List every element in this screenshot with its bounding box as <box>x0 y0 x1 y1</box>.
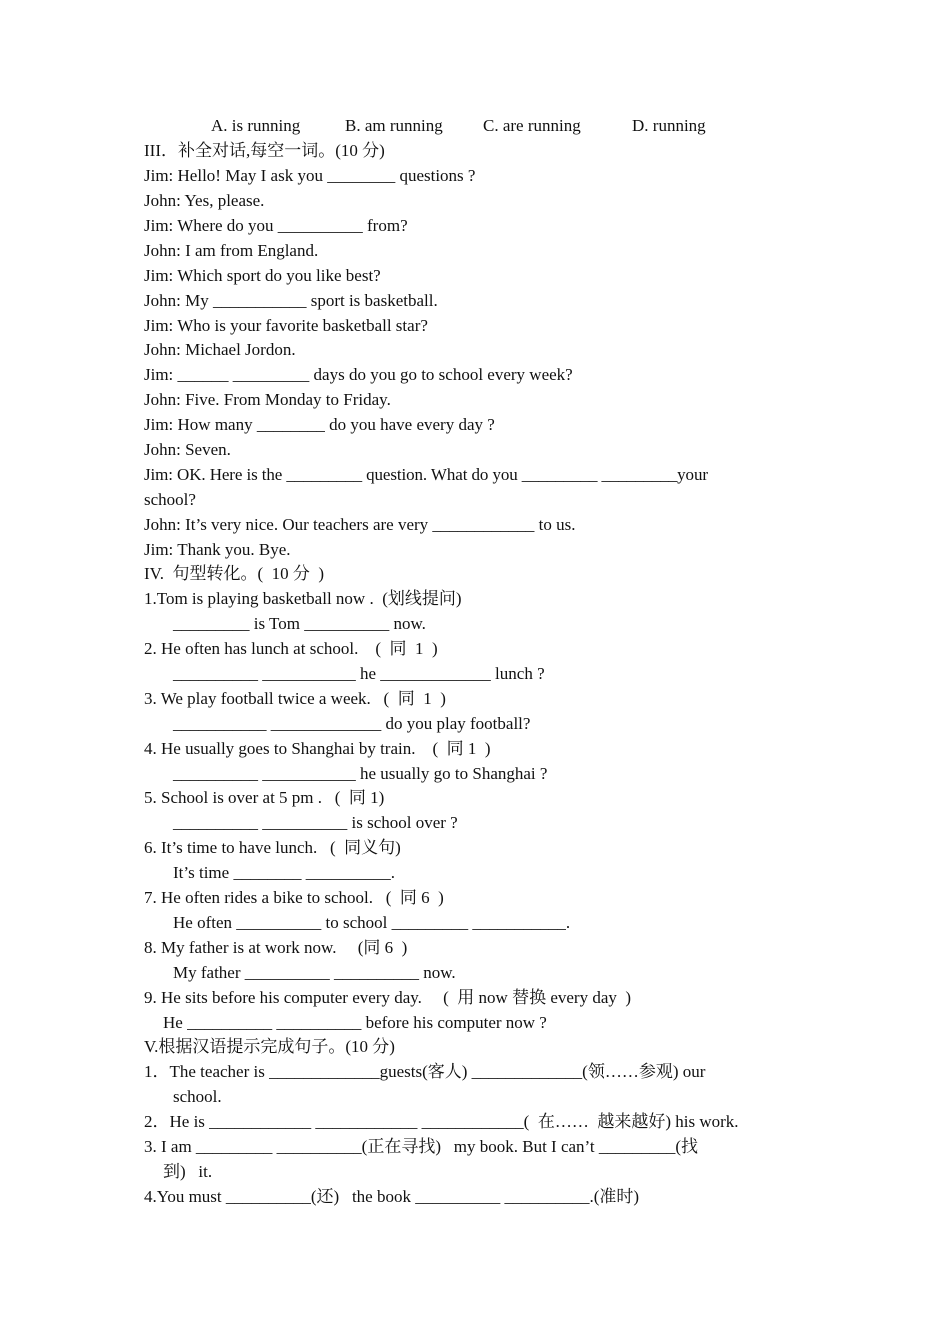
translation-line: 到) it. <box>163 1162 213 1181</box>
transform-question: 9. He sits before his computer every day. ( 用 now 替换 every day ) <box>144 988 632 1007</box>
dialogue-line: Jim: OK. Here is the _________ question. What do you _________ _________your <box>144 465 708 484</box>
dialogue-line: John: Michael Jordon. <box>144 340 296 359</box>
translation-line: 1．The teacher is _____________guests(客人) _____________(领……参观) our <box>144 1062 706 1081</box>
section4-heading: IV. 句型转化。( 10 分 ) <box>144 564 325 583</box>
transform-question: 5. School is over at 5 pm . ( 同 1) <box>144 788 385 807</box>
transform-question: 8. My father is at work now. (同 6 ) <box>144 938 408 957</box>
transform-question: 6. It’s time to have lunch. ( 同义句) <box>144 838 401 857</box>
translation-line: 4.You must __________(还) the book __________ __________.(准时) <box>144 1187 640 1206</box>
option-a: A. is running <box>211 116 301 135</box>
option-d: D. running <box>632 116 706 135</box>
transform-question: 1.Tom is playing basketball now . (划线提问) <box>144 589 462 608</box>
translation-line: 2．He is ____________ ____________ ____________( 在…… 越来越好) his work. <box>144 1112 739 1131</box>
dialogue-line: John: It’s very nice. Our teachers are very ____________ to us. <box>144 515 576 534</box>
dialogue-line: John: Seven. <box>144 440 231 459</box>
section3-heading: III．补全对话,每空一词。(10 分) <box>144 141 385 160</box>
dialogue-line: Jim: Where do you __________ from? <box>144 216 408 235</box>
option-b: B. am running <box>345 116 443 135</box>
translation-line: 3. I am _________ __________(正在寻找) my book. But I can’t _________(找 <box>144 1137 699 1156</box>
dialogue-line: Jim: Thank you. Bye. <box>144 540 291 559</box>
transform-question: 3. We play football twice a week. ( 同 1 ) <box>144 689 446 708</box>
transform-answer: _________ is Tom __________ now. <box>173 614 426 633</box>
transform-answer: He __________ __________ before his computer now ? <box>163 1013 547 1032</box>
dialogue-line: John: I am from England. <box>144 241 319 260</box>
dialogue-line: Jim: Which sport do you like best? <box>144 266 381 285</box>
dialogue-line: Jim: How many ________ do you have every day ? <box>144 415 495 434</box>
transform-answer: He often __________ to school _________ ___________. <box>173 913 571 932</box>
section5-heading: V.根据汉语提示完成句子。(10 分) <box>144 1037 395 1056</box>
transform-answer: __________ __________ is school over ? <box>173 813 458 832</box>
transform-question: 2. He often has lunch at school. ( 同 1 ) <box>144 639 438 658</box>
dialogue-line: Jim: Who is your favorite basketball star? <box>144 316 428 335</box>
dialogue-line: school? <box>144 490 196 509</box>
dialogue-line: Jim: Hello! May I ask you ________ questions ? <box>144 166 476 185</box>
dialogue-line: Jim: ______ _________ days do you go to school every week? <box>144 365 573 384</box>
translation-line: school. <box>173 1087 222 1106</box>
transform-question: 4. He usually goes to Shanghai by train. ( 同 1 ) <box>144 739 491 758</box>
dialogue-line: John: Yes, please. <box>144 191 265 210</box>
option-c: C. are running <box>483 116 581 135</box>
transform-answer: __________ ___________ he usually go to Shanghai ? <box>173 764 548 783</box>
transform-answer: __________ ___________ he _____________ lunch ? <box>173 664 545 683</box>
transform-question: 7. He often rides a bike to school. ( 同 6 ) <box>144 888 444 907</box>
dialogue-line: John: My ___________ sport is basketball. <box>144 291 438 310</box>
dialogue-line: John: Five. From Monday to Friday. <box>144 390 391 409</box>
transform-answer: My father __________ __________ now. <box>173 963 456 982</box>
transform-answer: ___________ _____________ do you play football? <box>173 714 531 733</box>
transform-answer: It’s time ________ __________. <box>173 863 395 882</box>
